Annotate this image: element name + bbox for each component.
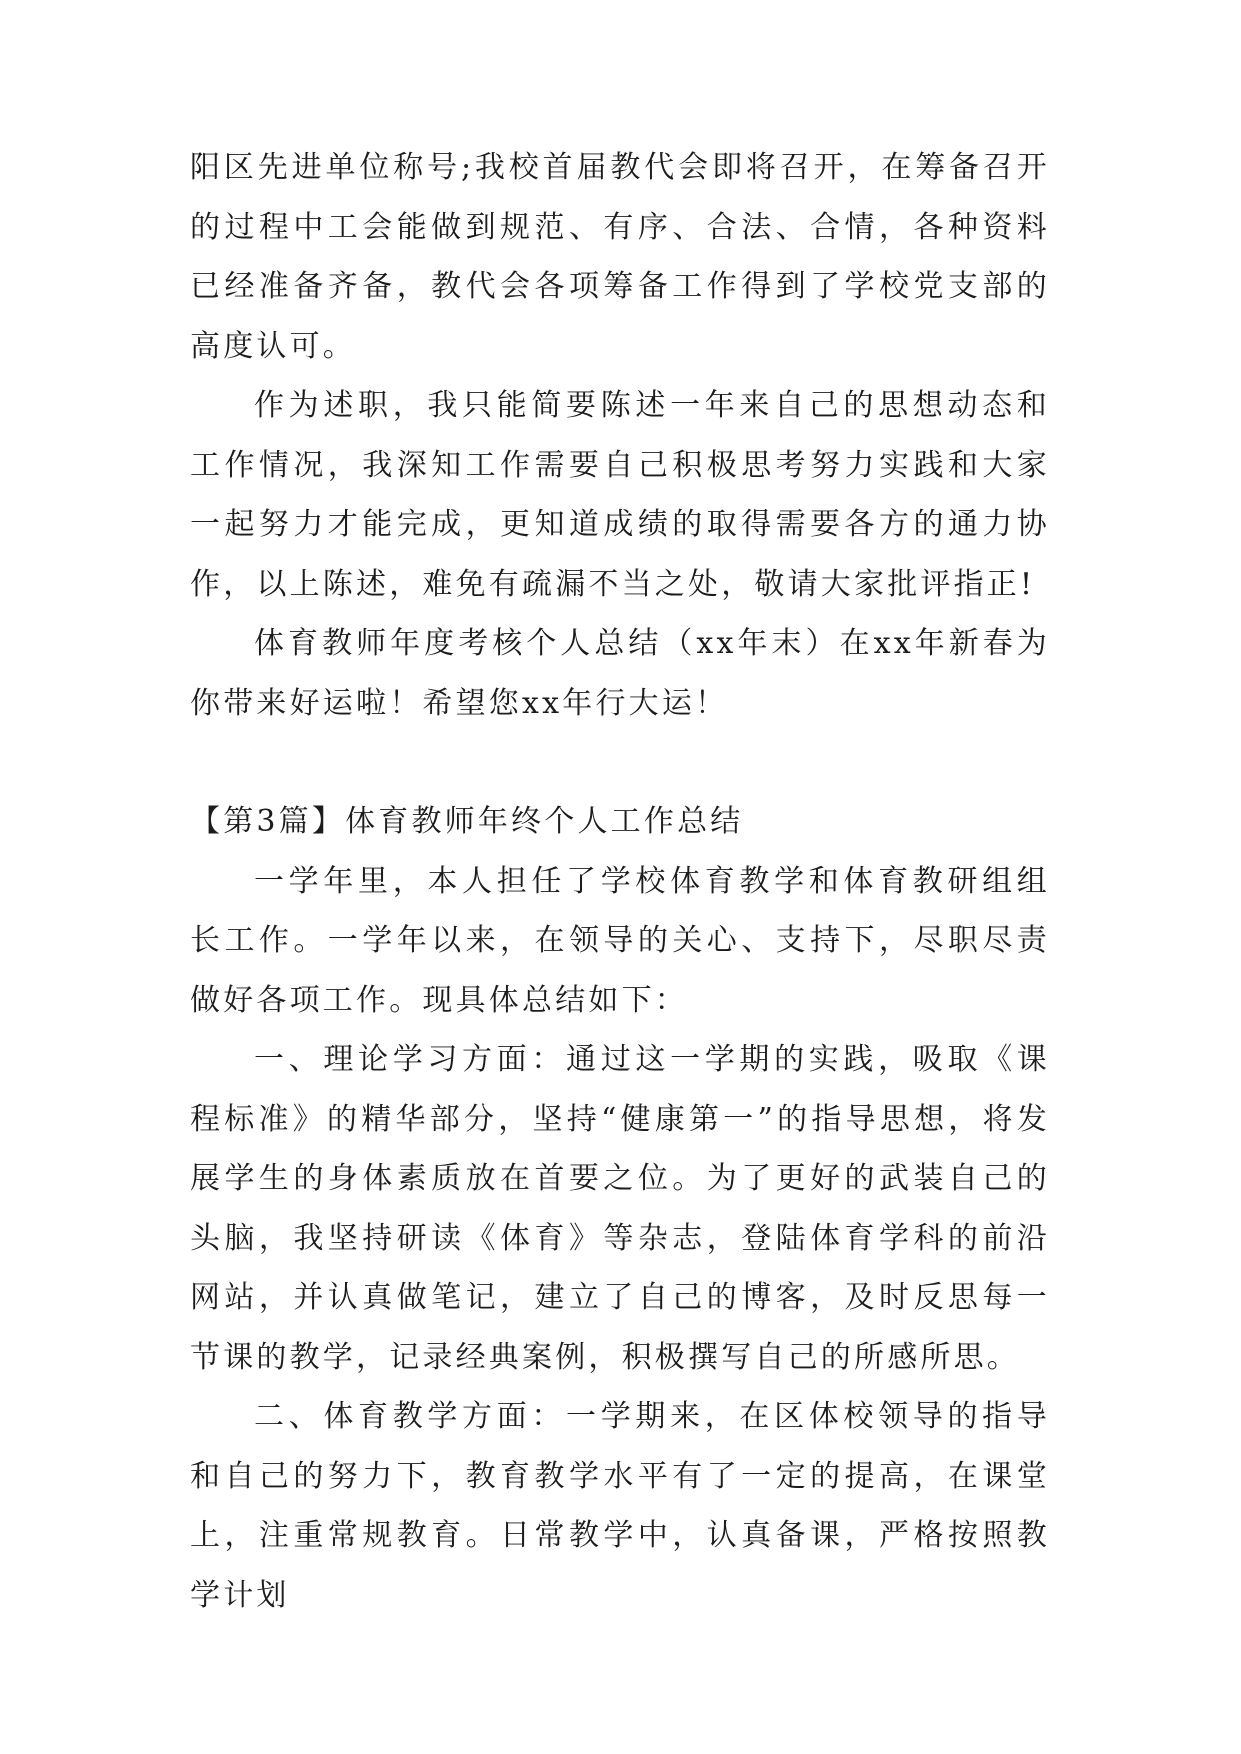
paragraph-3: 体育教师年度考核个人总结（xx年末）在xx年新春为你带来好运啦！希望您xx年行大运！ bbox=[190, 626, 1050, 721]
paragraph-1: 阳区先进单位称号;我校首届教代会即将召开，在筹备召开的过程中工会能做到规范、有序、合法、合情，各种资料已经准备齐备，教代会各项筹备工作得到了学校党支部的高度认可。 bbox=[190, 150, 1050, 364]
paragraph-2: 作为述职，我只能简要陈述一年来自己的思想动态和工作情况，我深知工作需要自己积极思考努力实践和大家一起努力才能完成，更知道成绩的取得需要各方的通力协作，以上陈述，难免有疏漏不当之处，敬请大家批评指正! bbox=[190, 388, 1050, 602]
paragraph-4: 一学年里，本人担任了学校体育教学和体育教研组组长工作。一学年以来，在领导的关心、支持下，尽职尽责做好各项工作。现具体总结如下： bbox=[190, 863, 1050, 1018]
document-body bbox=[190, 138, 1050, 1625]
section-heading: 【第3篇】体育教师年终个人工作总结 bbox=[190, 804, 744, 839]
paragraph-6: 二、体育教学方面：一学期来，在区体校领导的指导和自己的努力下，教育教学水平有了一定的提高，在课堂上，注重常规教育。日常教学中，认真备课，严格按照教学计划 bbox=[190, 1399, 1050, 1613]
paragraph-5: 一、理论学习方面：通过这一学期的实践，吸取《课程标准》的精华部分，坚持“健康第一”的指导思想，将发展学生的身体素质放在首要之位。为了更好的武装自己的头脑，我坚持研读《体育》等杂志，登陆体育学科的前沿网站，并认真做笔记，建立了自己的博客，及时反思每一节课的教学，记录经典案例，积极撰写自己的所感所思。 bbox=[190, 1042, 1050, 1375]
